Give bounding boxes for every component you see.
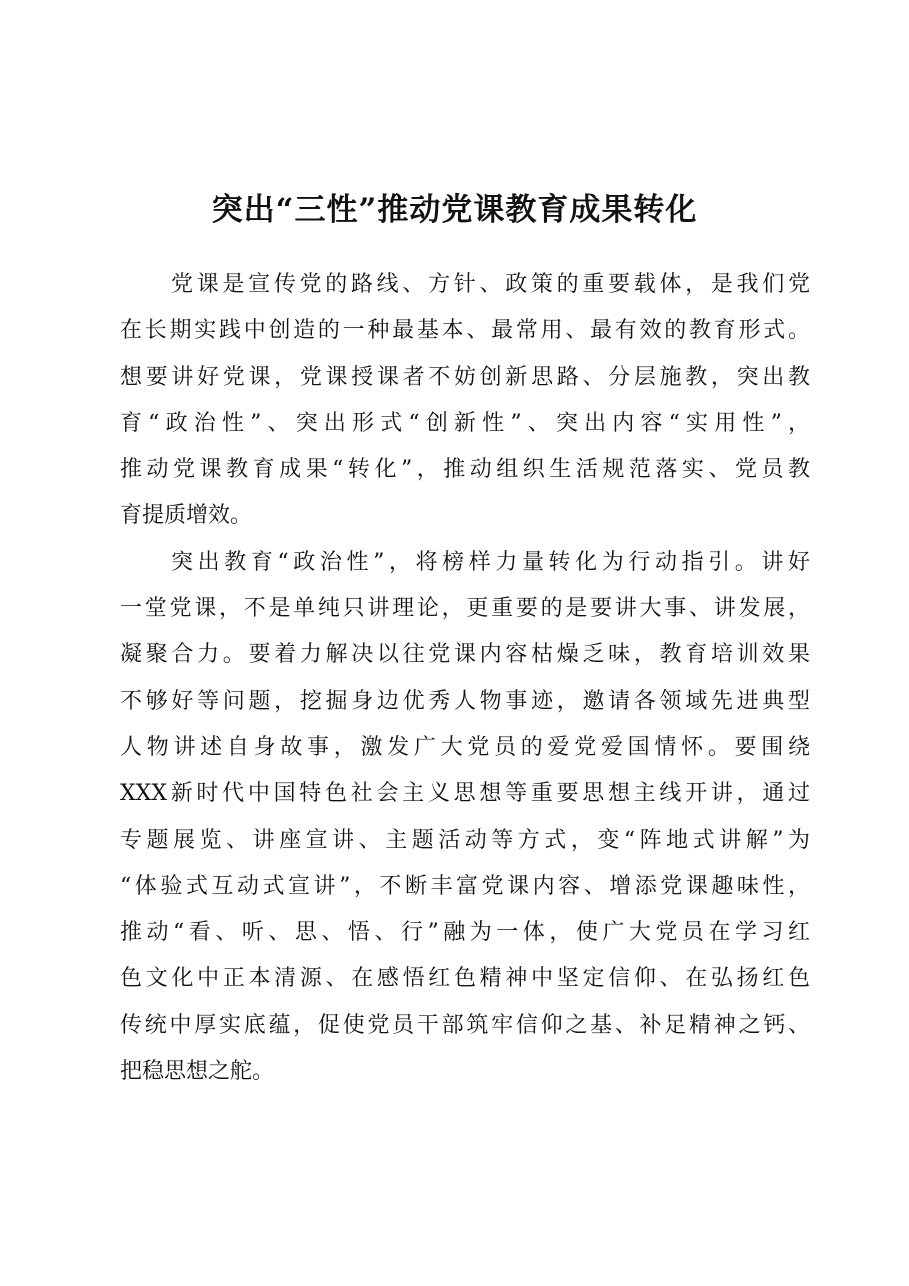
text-line: 专题展览、讲座宣讲、主题活动等方式，变“阵地式讲解”为 — [120, 827, 810, 853]
text-line: 突出教育“政治性”，将榜样力量转化为行动指引。讲好 — [171, 549, 810, 575]
text-line: 在长期实践中创造的一种最基本、最常用、最有效的教育形式。 — [120, 318, 810, 344]
text-line: 传统中厚实底蕴，促使党员干部筑牢信仰之基、补足精神之钙、 — [120, 1012, 810, 1038]
text-line: 色文化中正本清源、在感悟红色精神中坚定信仰、在弘扬红色 — [120, 966, 810, 992]
text-line: 育“政治性”、突出形式“创新性”、突出内容“实用性”， — [120, 410, 810, 436]
text-line: 一堂党课，不是单纯只讲理论，更重要的是要讲大事、讲发展， — [120, 596, 810, 622]
text-line: 想要讲好党课，党课授课者不妨创新思路、分层施教，突出教 — [120, 364, 810, 390]
text-line: 人物讲述自身故事，激发广大党员的爱党爱国情怀。要围绕 — [120, 734, 810, 760]
document-body — [120, 262, 810, 1095]
text-line: 凝聚合力。要着力解决以往党课内容枯燥乏味，教育培训效果 — [120, 642, 810, 668]
text-line: 推动党课教育成果“转化”，推动组织生活规范落实、党员教 — [120, 457, 810, 483]
page-title: 突出“三性”推动党课教育成果转化 — [211, 192, 698, 228]
text-line: 推动“看、听、思、悟、行”融为一体，使广大党员在学习红 — [120, 920, 810, 946]
text-line: 党课是宣传党的路线、方针、政策的重要载体，是我们党 — [171, 272, 810, 297]
paragraph-political — [120, 540, 810, 1096]
text-line: 育提质增效。 — [120, 503, 253, 529]
text-line: 把稳思想之舵。 — [120, 1059, 275, 1085]
paragraph-intro — [120, 262, 810, 540]
text-line: XXX新时代中国特色社会主义思想等重要思想主线开讲，通过 — [120, 781, 810, 807]
text-line: 不够好等问题，挖掘身边优秀人物事迹，邀请各领域先进典型 — [120, 688, 810, 714]
text-line: “体验式互动式宣讲”，不断丰富党课内容、增添党课趣味性， — [120, 873, 810, 899]
